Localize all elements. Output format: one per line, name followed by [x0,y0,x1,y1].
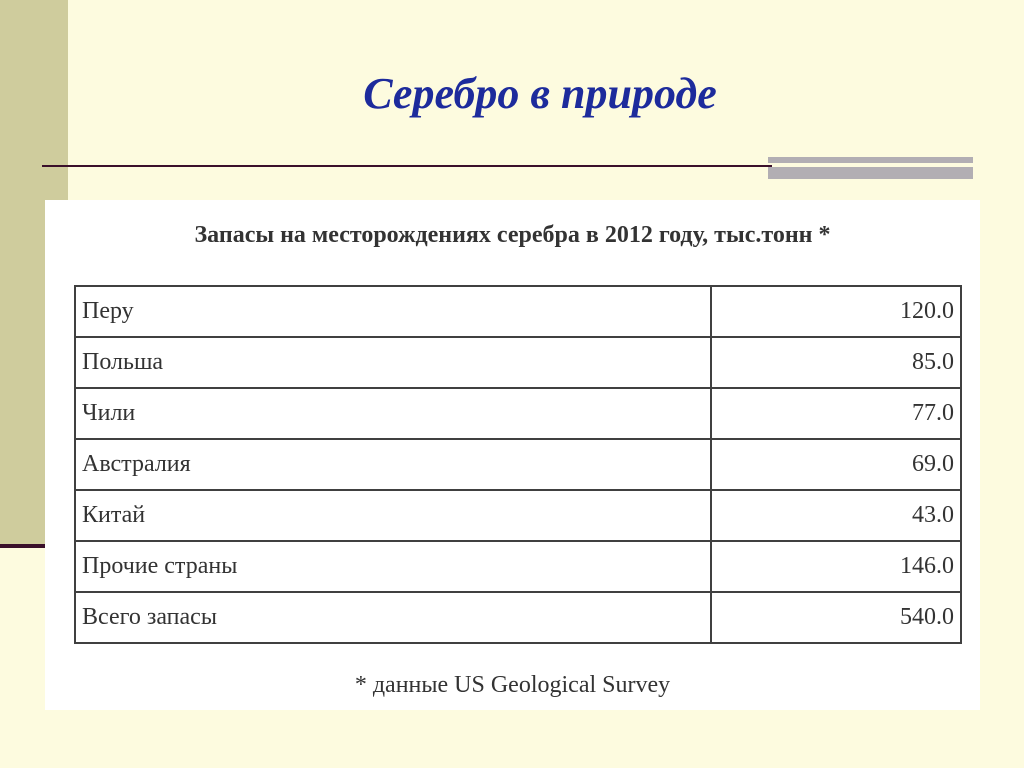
value-cell: 43.0 [711,490,961,541]
country-cell: Китай [75,490,711,541]
slide-title: Серебро в природе [363,69,717,118]
table-row [75,439,961,490]
table-row [75,286,961,337]
value-cell: 146.0 [711,541,961,592]
table-row [75,541,961,592]
value-cell: 120.0 [711,286,961,337]
country-cell: Перу [75,286,711,337]
left-bar-underline [0,544,46,548]
table-row [75,337,961,388]
divider-accent-bar-bottom [768,167,973,179]
silver-reserves-table [74,285,962,644]
table-panel [45,200,980,710]
value-cell: 540.0 [711,592,961,643]
divider-accent [768,157,973,179]
value-cell: 69.0 [711,439,961,490]
country-cell: Всего запасы [75,592,711,643]
country-cell: Чили [75,388,711,439]
title-divider [42,165,772,167]
country-cell: Польша [75,337,711,388]
table-row [75,388,961,439]
value-cell: 77.0 [711,388,961,439]
divider-accent-bar-top [768,157,973,163]
table-caption: Запасы на месторождениях серебра в 2012 году, тыс.тонн * [194,222,831,248]
country-cell: Австралия [75,439,711,490]
table-row [75,490,961,541]
country-cell: Прочие страны [75,541,711,592]
table-row-total [75,592,961,643]
value-cell: 85.0 [711,337,961,388]
source-footnote: * данные US Geological Survey [354,672,671,698]
